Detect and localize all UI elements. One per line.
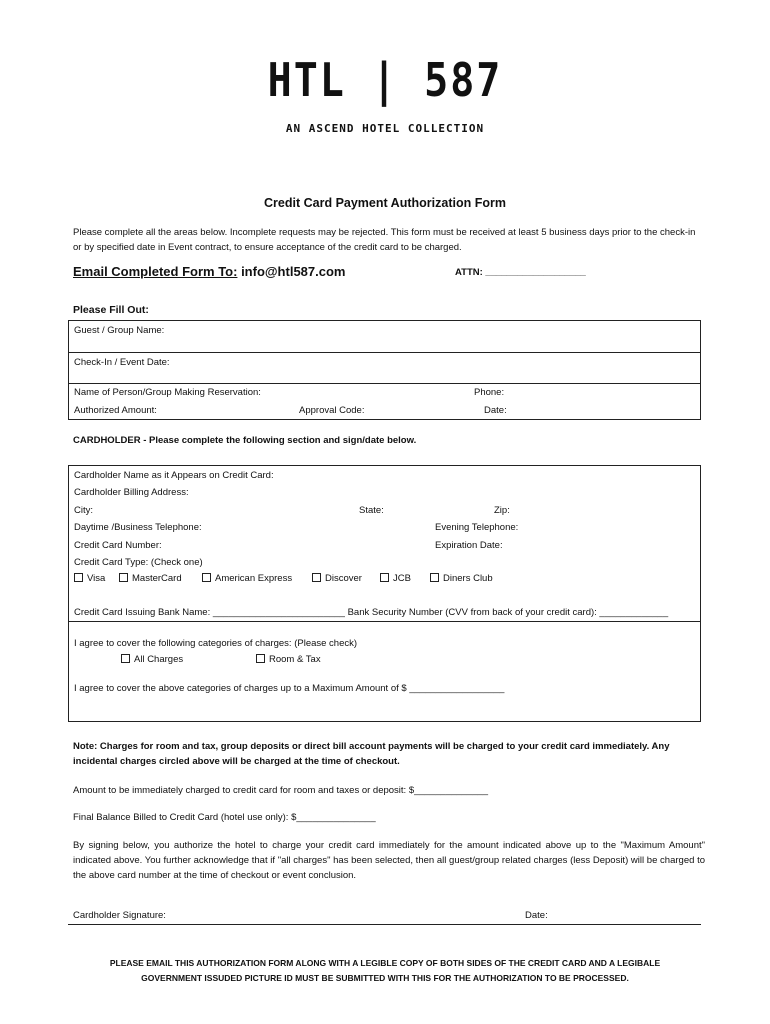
evening-phone-label[interactable]: Evening Telephone: [435,522,519,533]
type-diners[interactable]: Diners Club [430,573,493,584]
signature-date-label: Date: [525,910,548,921]
guest-row[interactable] [69,321,700,353]
phone-label: Phone: [474,387,505,398]
card-number-label[interactable]: Credit Card Number: [74,540,162,551]
approval-code-label: Approval Code: [299,405,365,416]
max-amount-line[interactable]: I agree to cover the above categories of charges up to a Maximum Amount of $ __________________ [74,683,505,694]
checkin-label: Check-In / Event Date: [74,357,170,368]
final-balance-line[interactable]: Final Balance Billed to Credit Card (hotel use only): $_______________ [73,812,376,823]
guest-name-label: Guest / Group Name: [74,325,165,336]
checkbox-icon[interactable] [430,573,439,582]
billing-address-label[interactable]: Cardholder Billing Address: [74,487,189,498]
charge-all-option[interactable]: All Charges [121,654,183,665]
daytime-phone-label[interactable]: Daytime /Business Telephone: [74,522,202,533]
signature-label: Cardholder Signature: [73,910,166,921]
charges-note: Note: Charges for room and tax, group deposits or direct bill account payments will be charged to your credit card immediately. Any incidental charges circled above will be charged at the time of checkout. [73,741,670,767]
authorization-text: By signing below, you authorize the hotel to charge your credit card immediately for the amount indicated above up to the "Maximum Amount" indicated above. You further acknowledge that if "all charges" has been selected, then all guest/group related charges (less Deposit) will be charged to the above card number at the time of checkout or event conclusion. [73,840,705,881]
cardholder-name-label[interactable]: Cardholder Name as it Appears on Credit Card: [74,470,274,481]
person-label: Name of Person/Group Making Reservation: [74,387,261,398]
state-label[interactable]: State: [359,505,384,516]
email-instruction [73,264,345,279]
fill-out-heading: Please Fill Out: [73,304,149,316]
type-visa[interactable]: Visa [74,573,105,584]
person-row[interactable] [69,384,700,402]
amount-row[interactable] [69,402,700,420]
charge-room-option[interactable]: Room & Tax [256,654,321,665]
attn-field[interactable]: ATTN: ___________________ [455,267,586,278]
footer-line-1: PLEASE EMAIL THIS AUTHORIZATION FORM ALONG WITH A LEGIBLE COPY OF BOTH SIDES OF THE CREDIT CARD AND A LEGIBALE [109,958,661,968]
footer-line-2: GOVERNMENT ISSUDED PICTURE ID MUST BE SUBMITTED WITH THIS FOR THE AUTHORIZATION TO BE PROCESSED. [141,973,629,983]
charges-box [68,622,701,722]
immediate-charge-line[interactable]: Amount to be immediately charged to credit card for room and taxes or deposit: $______________ [73,785,489,796]
checkbox-icon[interactable] [380,573,389,582]
authorized-amount-label: Authorized Amount: [74,405,157,416]
expiration-label[interactable]: Expiration Date: [435,540,503,551]
agree-categories-text: I agree to cover the following categories of charges: (Please check) [74,638,358,649]
card-type-label: Credit Card Type: (Check one) [74,557,203,568]
type-amex[interactable]: American Express [202,573,292,584]
city-label[interactable]: City: [74,505,93,516]
reservation-box [68,320,701,420]
checkbox-icon[interactable] [121,654,130,663]
checkbox-icon[interactable] [74,573,83,582]
type-jcb[interactable]: JCB [380,573,411,584]
zip-label[interactable]: Zip: [494,505,510,516]
email-label: Email Completed Form To: [73,264,238,279]
signature-line[interactable] [68,908,701,925]
form-intro: Please complete all the areas below. Incomplete requests may be rejected. This form must be received at least 5 business days prior to the check-in or by specified date in Event contract, to ensure acceptance of the credit card to be charged. [73,227,696,253]
cardholder-box [68,465,701,622]
checkbox-icon[interactable] [119,573,128,582]
form-title: Credit Card Payment Authorization Form [264,196,506,210]
checkbox-icon[interactable] [256,654,265,663]
bank-info-line[interactable]: Credit Card Issuing Bank Name: _________________________ Bank Security Number (CVV from back of your credit card): _____________ [74,607,669,618]
footer-notice [60,956,710,986]
type-discover[interactable]: Discover [312,573,362,584]
type-mastercard[interactable]: MasterCard [119,573,182,584]
hotel-logo: HTL | 587 [267,54,503,108]
hotel-tagline: AN ASCEND HOTEL COLLECTION [285,122,485,135]
email-address[interactable]: info@htl587.com [241,264,346,279]
checkin-row[interactable] [69,353,700,384]
cardholder-heading: CARDHOLDER - Please complete the following section and sign/date below. [73,435,417,446]
checkbox-icon[interactable] [202,573,211,582]
checkbox-icon[interactable] [312,573,321,582]
date-label: Date: [484,405,507,416]
